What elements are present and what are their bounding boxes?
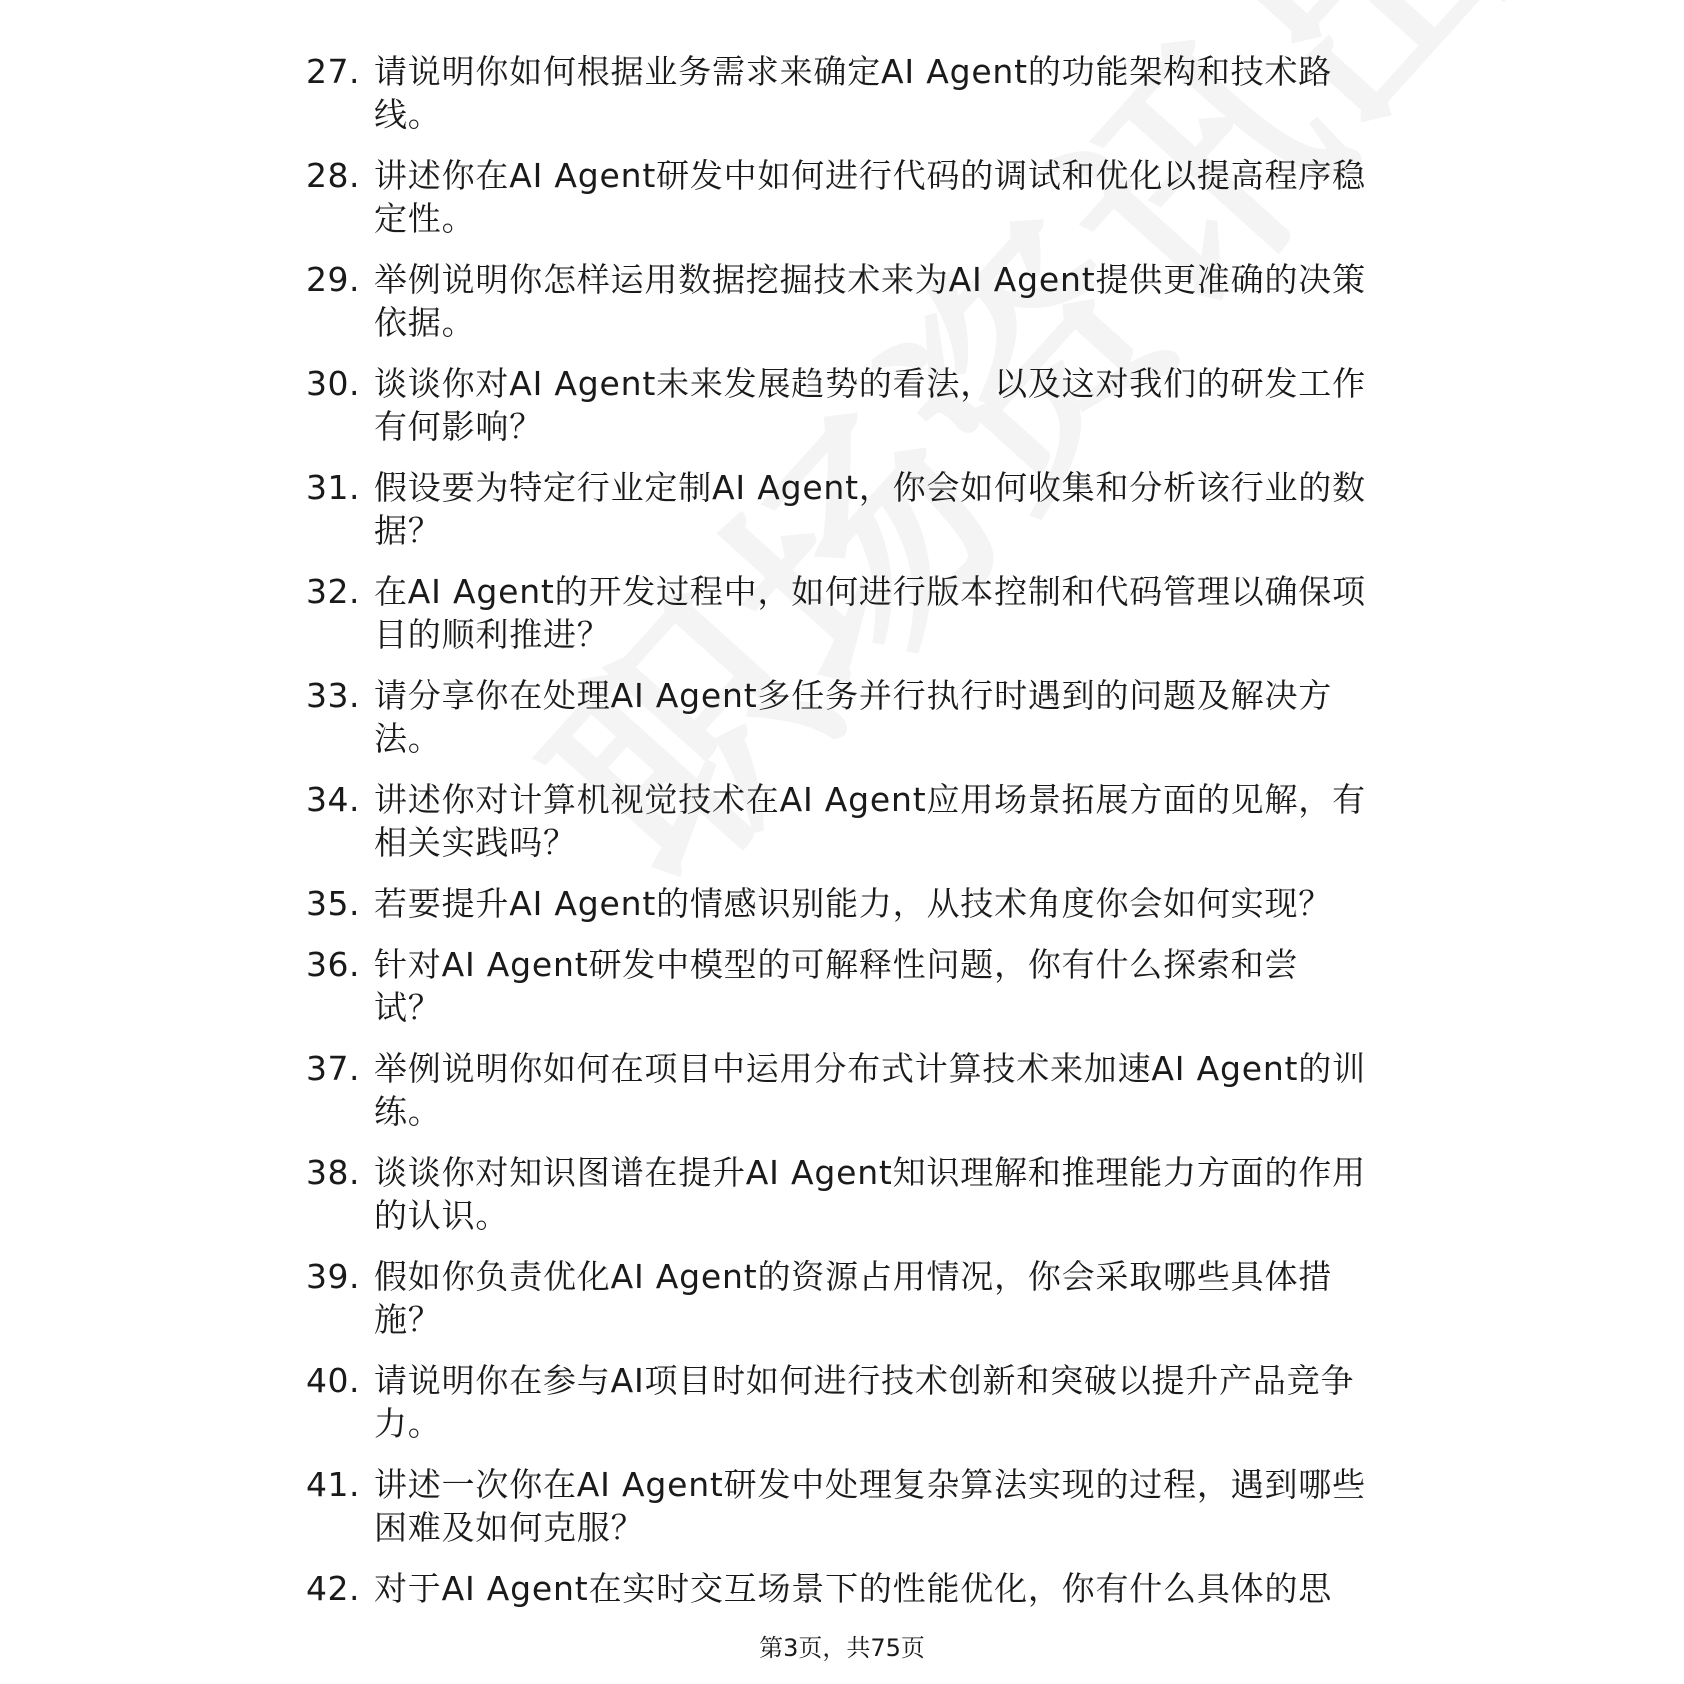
question-text: 举例说明你如何在项目中运用分布式计算技术来加速AI Agent的训练。 xyxy=(374,1049,1366,1131)
question-item xyxy=(306,674,1366,778)
question-number: 28. xyxy=(306,156,360,195)
question-text: 讲述你对计算机视觉技术在AI Agent应用场景拓展方面的见解，有相关实践吗？ xyxy=(374,780,1366,862)
question-number: 40. xyxy=(306,1361,360,1400)
question-text: 讲述一次你在AI Agent研发中处理复杂算法实现的过程，遇到哪些困难及如何克服？ xyxy=(374,1465,1366,1547)
question-number: 30. xyxy=(306,364,360,403)
question-item xyxy=(306,1567,1366,1615)
question-item xyxy=(306,154,1366,258)
question-number: 32. xyxy=(306,572,360,611)
question-number: 37. xyxy=(306,1049,360,1088)
question-item xyxy=(306,943,1366,1047)
question-text: 讲述你在AI Agent研发中如何进行代码的调试和优化以提高程序稳定性。 xyxy=(374,156,1366,238)
question-number: 38. xyxy=(306,1153,360,1192)
question-number: 29. xyxy=(306,260,360,299)
question-item xyxy=(306,1047,1366,1151)
question-number: 31. xyxy=(306,468,360,507)
question-item xyxy=(306,1255,1366,1359)
question-text: 针对AI Agent研发中模型的可解释性问题，你有什么探索和尝试？ xyxy=(374,945,1299,1027)
question-text: 对于AI Agent在实时交互场景下的性能优化，你有什么具体的思 xyxy=(374,1569,1333,1608)
question-item xyxy=(306,882,1366,943)
page-footer: 第3页，共75页 xyxy=(759,1634,925,1662)
question-text: 举例说明你怎样运用数据挖掘技术来为AI Agent提供更准确的决策依据。 xyxy=(374,260,1366,342)
question-text: 假如你负责优化AI Agent的资源占用情况，你会采取哪些具体措施？ xyxy=(374,1257,1333,1339)
question-number: 27. xyxy=(306,52,360,91)
question-text: 请分享你在处理AI Agent多任务并行执行时遇到的问题及解决方法。 xyxy=(374,676,1333,758)
question-item xyxy=(306,258,1366,362)
question-text: 在AI Agent的开发过程中，如何进行版本控制和代码管理以确保项目的顺利推进？ xyxy=(374,572,1366,654)
question-number: 33. xyxy=(306,676,360,715)
question-number: 42. xyxy=(306,1569,360,1608)
question-item xyxy=(306,570,1366,674)
question-text: 若要提升AI Agent的情感识别能力，从技术角度你会如何实现？ xyxy=(374,884,1333,923)
question-list xyxy=(306,50,1366,1615)
question-number: 34. xyxy=(306,780,360,819)
question-item xyxy=(306,1463,1366,1567)
question-item xyxy=(306,50,1366,154)
question-number: 41. xyxy=(306,1465,360,1504)
question-item xyxy=(306,778,1366,882)
question-text: 谈谈你对知识图谱在提升AI Agent知识理解和推理能力方面的作用的认识。 xyxy=(374,1153,1366,1235)
question-item xyxy=(306,362,1366,466)
question-text: 假设要为特定行业定制AI Agent，你会如何收集和分析该行业的数据？ xyxy=(374,468,1366,550)
question-text: 请说明你如何根据业务需求来确定AI Agent的功能架构和技术路线。 xyxy=(374,52,1333,134)
question-text: 请说明你在参与AI项目时如何进行技术创新和突破以提升产品竞争力。 xyxy=(374,1361,1355,1443)
question-number: 39. xyxy=(306,1257,360,1296)
question-number: 35. xyxy=(306,884,360,923)
question-item xyxy=(306,466,1366,570)
question-number: 36. xyxy=(306,945,360,984)
question-text: 谈谈你对AI Agent未来发展趋势的看法，以及这对我们的研发工作有何影响？ xyxy=(374,364,1366,446)
question-item xyxy=(306,1359,1366,1463)
question-item xyxy=(306,1151,1366,1255)
